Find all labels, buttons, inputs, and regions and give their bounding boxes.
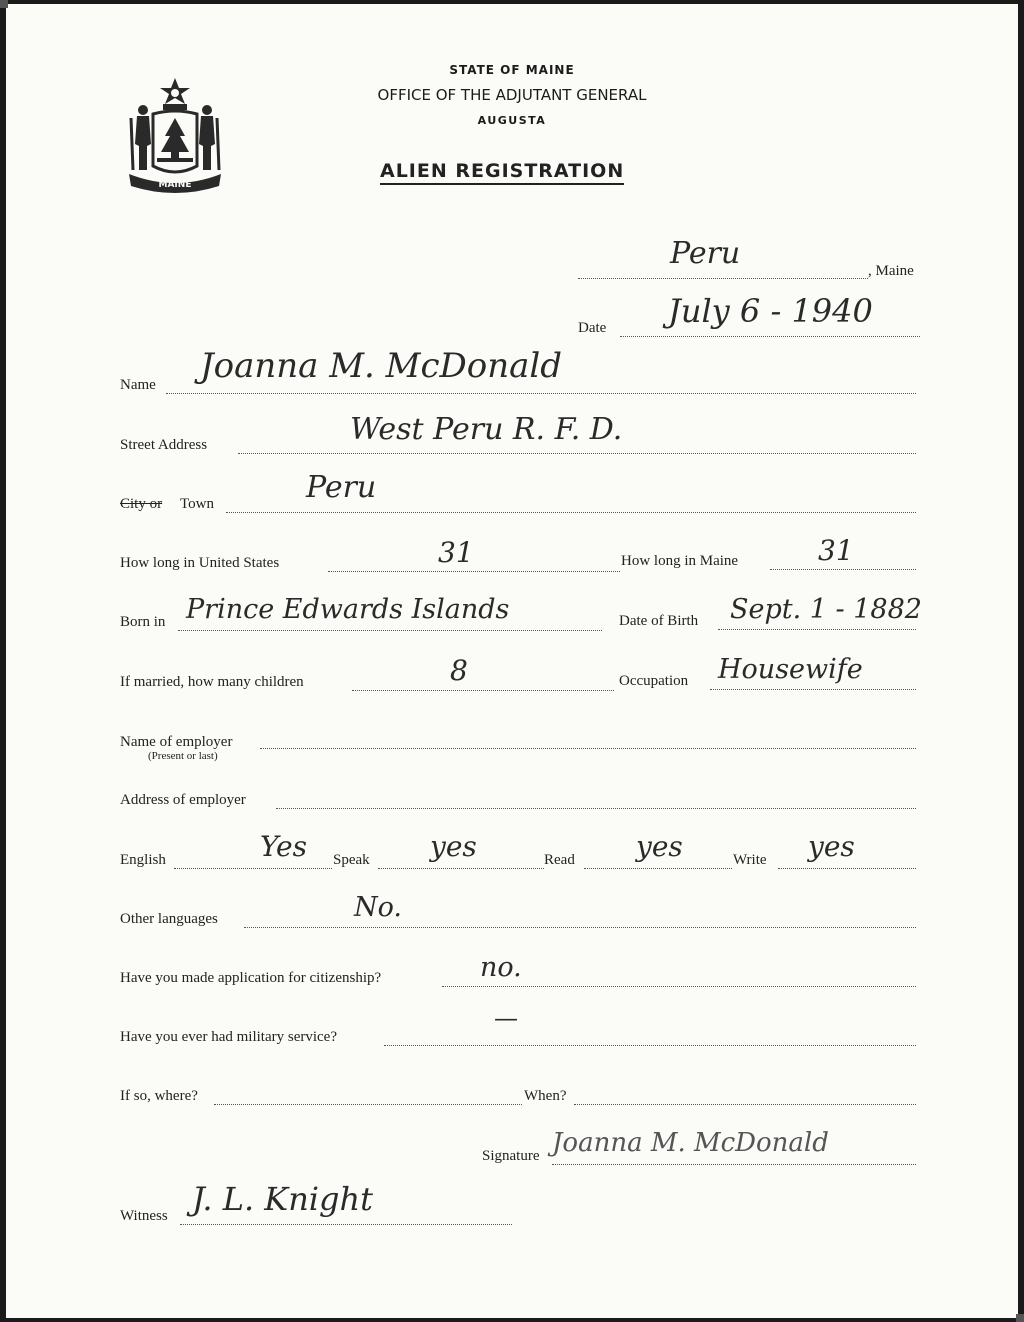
dob-entry: Sept. 1 - 1882 xyxy=(730,594,922,625)
military-line xyxy=(384,1045,916,1046)
name-label: Name xyxy=(120,377,156,393)
form-page xyxy=(6,4,1018,1318)
place-suffix: , Maine xyxy=(868,263,914,279)
employer-sub-label: (Present or last) xyxy=(148,750,218,762)
street-label: Street Address xyxy=(120,437,208,453)
read-entry: yes xyxy=(636,830,683,863)
name-entry: Joanna M. McDonald xyxy=(200,346,563,386)
seal-text: MAINE xyxy=(158,180,192,190)
military-label: Have you ever had military service? xyxy=(120,1029,337,1045)
signature-label: Signature xyxy=(482,1148,540,1164)
street-line xyxy=(238,453,916,454)
speak-line xyxy=(378,868,544,869)
citizenship-line xyxy=(442,986,916,987)
witness-line xyxy=(180,1224,512,1225)
speak-entry: yes xyxy=(430,830,477,863)
name-line xyxy=(166,393,916,394)
english-label: English xyxy=(120,852,166,868)
born-line xyxy=(178,630,602,631)
other-languages-line xyxy=(244,927,916,928)
town-entry: Peru xyxy=(306,470,377,505)
write-label: Write xyxy=(733,852,767,868)
witness-label: Witness xyxy=(120,1208,168,1224)
other-languages-label: Other languages xyxy=(120,911,218,927)
where-label: If so, where? xyxy=(120,1088,198,1104)
children-line xyxy=(352,690,614,691)
city-label-struck: City or xyxy=(120,496,163,512)
when-label: When? xyxy=(524,1088,567,1104)
read-line xyxy=(584,868,732,869)
place-line xyxy=(578,278,868,279)
children-entry: 8 xyxy=(450,654,468,687)
occupation-line xyxy=(710,689,916,690)
date-label: Date xyxy=(578,320,607,336)
street-entry: West Peru R. F. D. xyxy=(350,412,623,447)
state-heading: STATE OF MAINE xyxy=(449,63,575,77)
signature-entry: Joanna M. McDonald xyxy=(552,1128,829,1158)
citizenship-entry: no. xyxy=(480,952,522,983)
office-heading: OFFICE OF THE ADJUTANT GENERAL xyxy=(377,86,647,104)
witness-entry: J. L. Knight xyxy=(192,1180,373,1218)
form-title: ALIEN REGISTRATION xyxy=(380,160,624,185)
dob-line xyxy=(718,629,916,630)
employer-label: Name of employer xyxy=(120,734,233,750)
english-line xyxy=(174,868,332,869)
born-entry: Prince Edwards Islands xyxy=(186,594,510,625)
when-line xyxy=(574,1104,916,1105)
signature-line xyxy=(552,1164,916,1165)
born-label: Born in xyxy=(120,614,166,630)
other-languages-entry: No. xyxy=(354,892,402,923)
us-label: How long in United States xyxy=(120,555,280,571)
children-label: If married, how many children xyxy=(120,674,304,690)
citizenship-label: Have you made application for citizenship? xyxy=(120,970,382,986)
scan-corner xyxy=(1016,1314,1024,1322)
dob-label: Date of Birth xyxy=(619,613,699,629)
employer-line xyxy=(260,748,916,749)
maine-line xyxy=(770,569,916,570)
date-entry: July 6 - 1940 xyxy=(668,292,873,330)
read-label: Read xyxy=(544,852,575,868)
military-entry: — xyxy=(494,1004,518,1032)
city-heading: AUGUSTA xyxy=(477,114,547,127)
date-line xyxy=(620,336,920,337)
employer-address-label: Address of employer xyxy=(120,792,246,808)
us-line xyxy=(328,571,620,572)
employer-address-line xyxy=(276,808,916,809)
scan-corner xyxy=(0,0,8,8)
where-line xyxy=(214,1104,522,1105)
speak-label: Speak xyxy=(333,852,370,868)
english-entry: Yes xyxy=(260,830,307,863)
us-entry: 31 xyxy=(438,536,474,569)
town-label: Town xyxy=(180,496,214,512)
write-entry: yes xyxy=(808,830,855,863)
write-line xyxy=(778,868,916,869)
maine-label: How long in Maine xyxy=(621,553,739,569)
maine-entry: 31 xyxy=(818,534,854,567)
place-entry: Peru xyxy=(670,236,741,271)
occupation-label: Occupation xyxy=(619,673,689,689)
occupation-entry: Housewife xyxy=(718,654,863,685)
town-line xyxy=(226,512,916,513)
